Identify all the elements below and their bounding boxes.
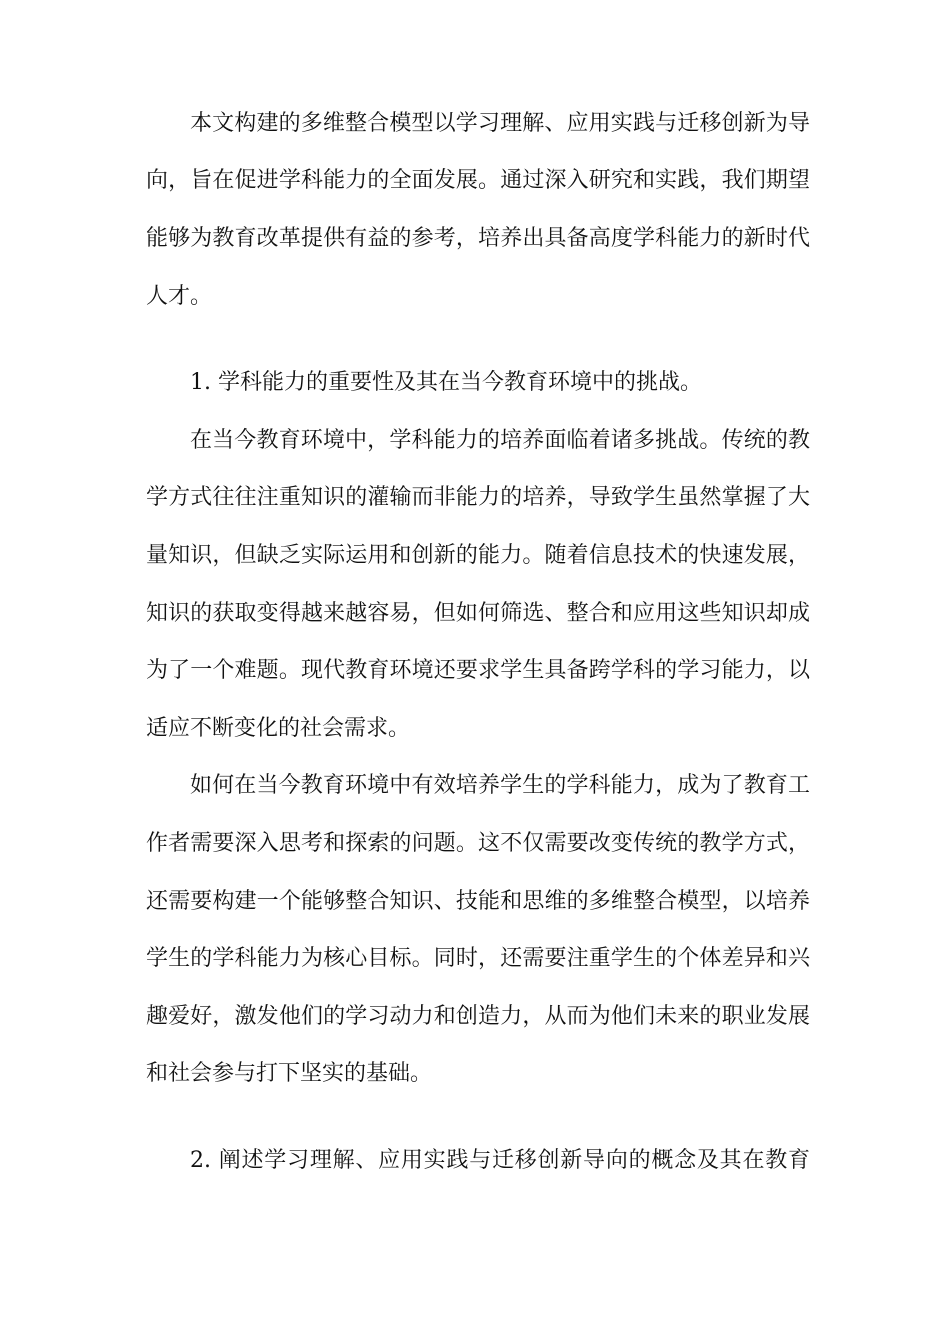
paragraph-1-line: 适应不断变化的社会需求。 <box>146 716 411 741</box>
paragraph-1-line: 在当今教育环境中，学科能力的培养面临着诸多挑战。传统的教 <box>190 428 810 453</box>
section-heading-2: 2. 阐述学习理解、应用实践与迁移创新导向的概念及其在教育 <box>190 1148 810 1173</box>
intro-paragraph-line: 能够为教育改革提供有益的参考，培养出具备高度学科能力的新时代 <box>146 226 810 251</box>
paragraph-2-line: 作者需要深入思考和探索的问题。这不仅需要改变传统的教学方式， <box>146 831 810 856</box>
intro-paragraph-line: 人才。 <box>146 284 213 309</box>
paragraph-1-line: 学方式往往注重知识的灌输而非能力的培养，导致学生虽然掌握了大 <box>146 485 810 510</box>
paragraph-1-line: 知识的获取变得越来越容易，但如何筛选、整合和应用这些知识却成 <box>146 601 810 626</box>
intro-paragraph-line: 本文构建的多维整合模型以学习理解、应用实践与迁移创新为导 <box>190 111 810 136</box>
paragraph-2-line: 学生的学科能力为核心目标。同时，还需要注重学生的个体差异和兴 <box>146 946 810 971</box>
paragraph-2-line: 和社会参与打下坚实的基础。 <box>146 1061 433 1086</box>
intro-paragraph-line: 向，旨在促进学科能力的全面发展。通过深入研究和实践，我们期望 <box>146 168 810 193</box>
paragraph-2-line: 还需要构建一个能够整合知识、技能和思维的多维整合模型，以培养 <box>146 889 810 914</box>
paragraph-2-line: 如何在当今教育环境中有效培养学生的学科能力，成为了教育工 <box>190 773 810 798</box>
paragraph-1-line: 为了一个难题。现代教育环境还要求学生具备跨学科的学习能力，以 <box>146 658 810 683</box>
paragraph-1-line: 量知识，但缺乏实际运用和创新的能力。随着信息技术的快速发展， <box>146 543 810 568</box>
paragraph-2-line: 趣爱好，激发他们的学习动力和创造力，从而为他们未来的职业发展 <box>146 1004 810 1029</box>
section-heading-1: 1. 学科能力的重要性及其在当今教育环境中的挑战。 <box>190 370 702 395</box>
